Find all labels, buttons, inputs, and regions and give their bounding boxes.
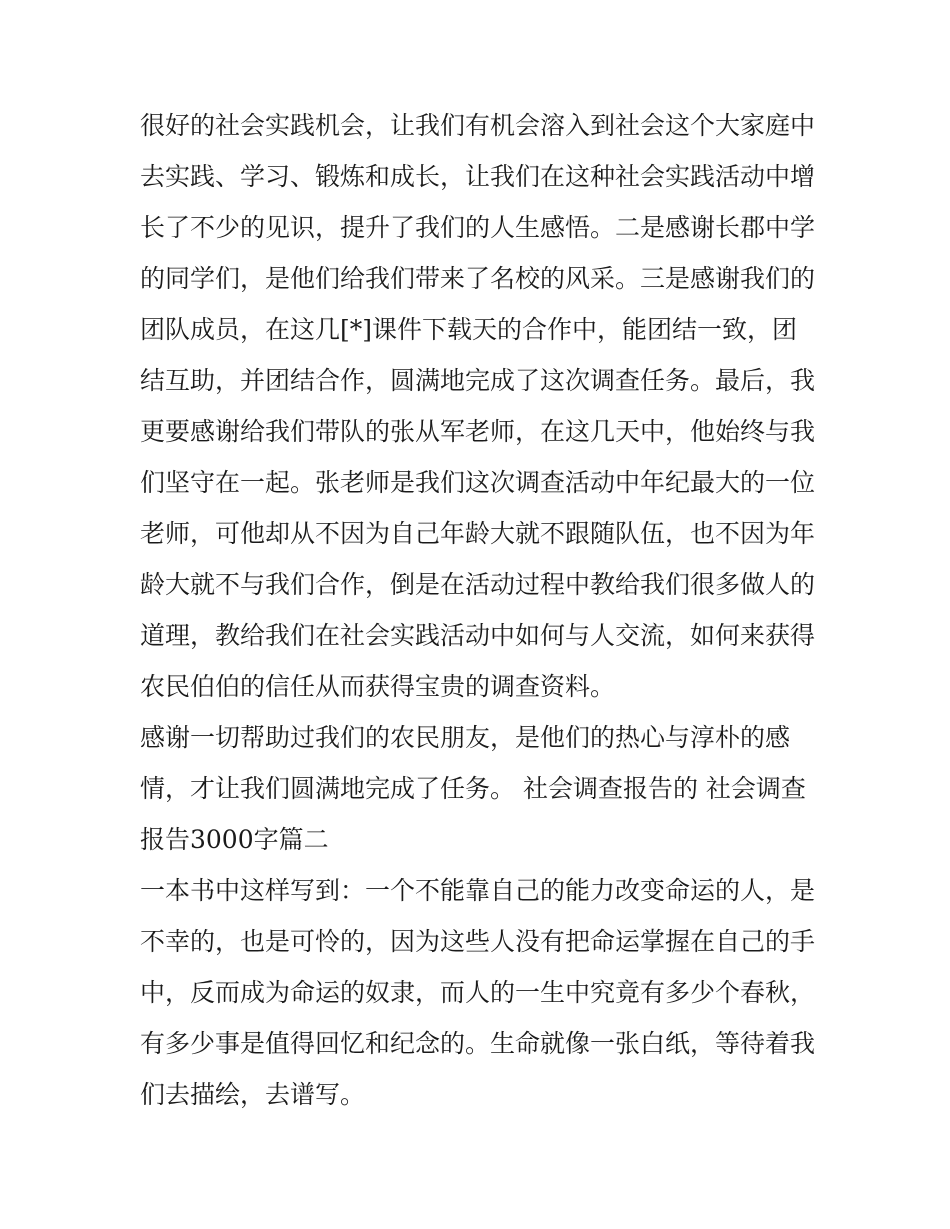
- text-line: 长了不少的见识，提升了我们的人生感悟。二是感谢长郡中学: [140, 213, 816, 242]
- body-text: [140, 100, 820, 1120]
- text-line: 结互助，并团结合作，圆满地完成了这次调查任务。最后，我: [140, 366, 816, 395]
- text-line: 更要感谢给我们带队的张从军老师，在这几天中，他始终与我: [140, 417, 816, 446]
- text-line: 去实践、学习、锻炼和成长，让我们在这种社会实践活动中增: [140, 162, 816, 191]
- text-line: 老师，可他却从不因为自己年龄大就不跟随队伍，也不因为年: [140, 519, 816, 548]
- text-line: 的同学们，是他们给我们带来了名校的风采。三是感谢我们的: [140, 264, 816, 293]
- text-line: 中，反而成为命运的奴隶，而人的一生中究竟有多少个春秋，: [140, 978, 816, 1007]
- text-line: 报告3000字篇二: [140, 825, 329, 854]
- text-line: 龄大就不与我们合作，倒是在活动过程中教给我们很多做人的: [140, 570, 816, 599]
- text-line: 一本书中这样写到：一个不能靠自己的能力改变命运的人，是: [140, 876, 816, 905]
- text-line: 感谢一切帮助过我们的农民朋友，是他们的热心与淳朴的感: [140, 723, 791, 752]
- text-line: 农民伯伯的信任从而获得宝贵的调查资料。: [140, 672, 616, 701]
- text-line: 们去描绘，去谱写。: [140, 1080, 366, 1109]
- text-line: 不幸的，也是可怜的，因为这些人没有把命运掌握在自己的手: [140, 927, 816, 956]
- text-line: 有多少事是值得回忆和纪念的。生命就像一张白纸，等待着我: [140, 1029, 816, 1058]
- text-line: 道理，教给我们在社会实践活动中如何与人交流，如何来获得: [140, 621, 816, 650]
- text-line: 很好的社会实践机会，让我们有机会溶入到社会这个大家庭中: [140, 111, 816, 140]
- text-line: 团队成员，在这几[*]课件下载天的合作中，能团结一致，团: [140, 315, 798, 344]
- text-line: 情，才让我们圆满地完成了任务。 社会调查报告的 社会调查: [140, 774, 806, 803]
- text-line: 们坚守在一起。张老师是我们这次调查活动中年纪最大的一位: [140, 468, 816, 497]
